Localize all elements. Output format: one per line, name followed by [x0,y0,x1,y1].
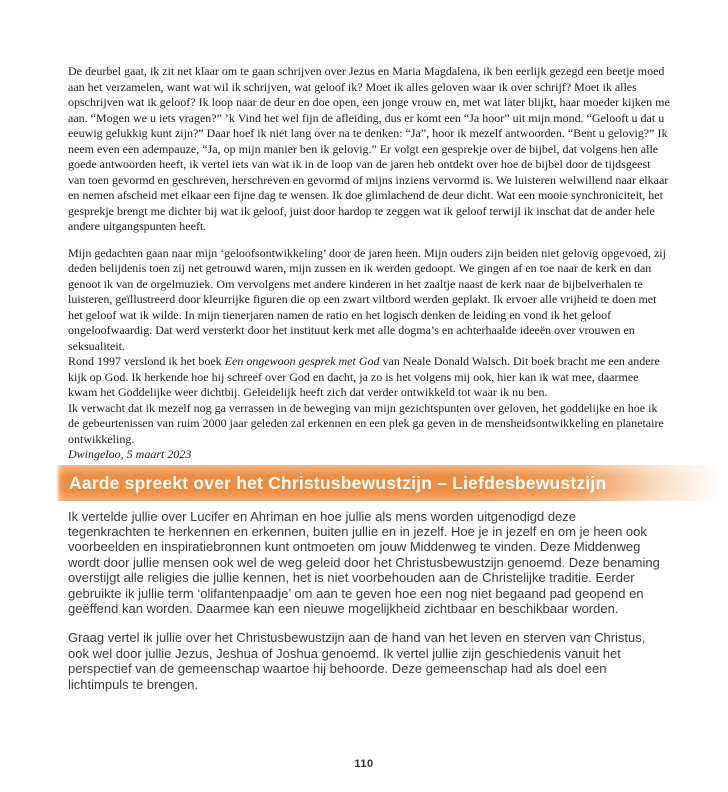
book-title: Een ongewoon gesprek met God [224,354,380,368]
intro-paragraph-3-lead: Rond 1997 verslond ik het boek [68,354,225,368]
section-paragraph-1: Ik vertelde jullie over Lucifer en Ahriman en hoe jullie als mens worden uitgenodigd deze tegenkrachten te herkennen en erkennen, buiten jullie en in jezelf. Hoe je in jezelf en om je heen ook voorbeelden en inspiratiebronnen kunt ontmoeten om jouw Middenweg te vinden. Deze Middenweg wordt door jullie mensen ook wel de weg geleid door het Christusbewustzijn genoemd. Deze benaming overstijgt alle religies die jullie kennen, het is niet voorbehouden aan de Christelijke traditie. Eerder gebruikte ik jullie term ‘olifantenpaadje’ om aan te geven hoe een nog niet begaand pad geopend en geëffend kan worden. Daarmee kan een nieuwe mogelijkheid zichtbaar en beschikbaar worden. [68,508,660,616]
intro-paragraph-3-rest: van Neale Donald Walsch. Dit boek bracht me een andere kijk op God. Ik herkende hoe hij schreef over God en dacht, ja zo is het volgens mij ook, hier kan ik wat mee, daarmee kwam het Goddelijke weer dichtbij. Geleidelijk heeft zich dat verder ontwikkeld tot waar ik nu ben. [68,354,660,399]
intro-paragraph-1: De deurbel gaat, ik zit net klaar om te gaan schrijven over Jezus en Maria Magdalena, ik ben eerlijk gezegd een beetje moed aan het verzamelen, want wat wil ik schrijven, wat geloof ik? Moet ik alles geloven waar ik over schrijf? Moet ik alles opschrijven wat ik geloof? Ik loop naar de deur en doe open, een jonge vrouw en, met wat later blijkt, haar moeder kijken me aan. “Mogen we u iets vragen?” ’k Vind het wel fijn de afleiding, dus er komt een “Ja hoor” uit mijn mond. “Gelooft u dat u eeuwig gelukkig kunt zijn?” Daar hoef ik niet lang over na te denken: “Ja”, hoor ik mezelf antwoorden. “Bent u gelovig?” Ik neem even een adempauze, “Ja, op mijn manier ben ik gelovig.” Er volgt een gesprekje over de bijbel, dat volgens hen alle goede antwoorden heeft, ik vertel iets van wat ik in de loop van de jaren heb ontdekt over hoe de bijbel door de tijdsgeest van toen gevormd en geschreven, herschreven en gevormd of mijns inziens vervormd is. We luisteren welwillend naar elkaar en nemen afscheid met elkaar een fijne dag te wensen. Ik doe glimlachend de deur dicht. Wat een mooie synchroniciteit, het gesprekje brengt me dichter bij wat ik geloof, juist door hardop te zeggen wat ik geloof terwijl ik inschat dat de ander hele andere uitgangspunten heeft. [68,64,670,233]
page-footer [0,754,728,772]
section-text-block [68,509,660,692]
page-number: 110 [354,758,374,770]
intro-text-block [68,64,670,463]
section-banner [56,465,728,501]
section-paragraph-2: Graag vertel ik jullie over het Christusbewustzijn aan de hand van het leven en sterven van Christus, ook wel door jullie Jezus, Jeshua of Joshua genoemd. Ik vertel jullie zijn geschiedenis vanuit het perspectief van de gemeenschap waartoe hij behoorde. Deze gemeenschap had als doel een lichtimpuls te brengen. [68,630,646,692]
dateline: Dwingeloo, 5 maart 2023 [68,447,192,461]
intro-paragraph-2: Mijn gedachten gaan naar mijn ‘geloofsontwikkeling’ door de jaren heen. Mijn ouders zijn beiden niet gelovig opgevoed, zij deden belijdenis toen zij net getrouwd waren, mijn zussen en ik werden gedoopt. We gingen af en toe naar de kerk en dan genoot ik van de orgelmuziek. Om vervolgens met andere kinderen in het zaaltje naast de kerk naar de bijbelverhalen te luisteren, geïllustreerd door kleurrijke figuren die op een zwart viltbord werden geplakt. Ik ervoer alle vrijheid te doen met het geloof wat ik wilde. In mijn tienerjaren namen de ratio en het logisch denken de leiding en vond ik het geloof ongeloofwaardig. Dat werd versterkt door het instituut kerk met alle dogma’s en achterhaalde ideeën over vrouwen en seksualiteit. [68,245,666,353]
section-title: Aarde spreekt over het Christusbewustzijn – Liefdesbewustzijn [69,472,607,493]
intro-paragraph-3 [68,354,670,401]
intro-paragraph-4: Ik verwacht dat ik mezelf nog ga verrassen in de beweging van mijn gezichtspunten over geloven, het goddelijke en hoe ik de gebeurtenissen van ruim 2000 jaar geleden zal erkennen en een plek ga geven in de mensheidsontwikkeling en planetaire ontwikkeling. [68,400,664,446]
